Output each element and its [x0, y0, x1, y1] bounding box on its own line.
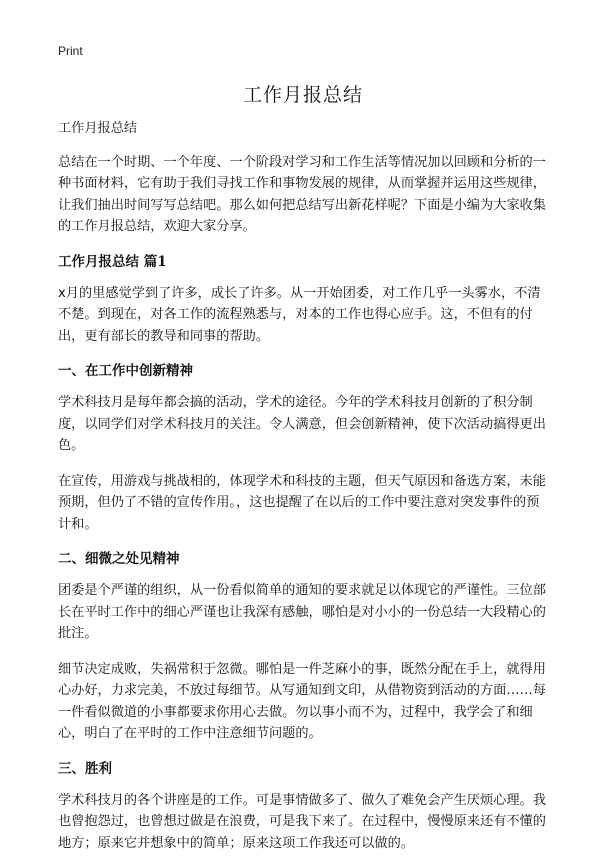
part-2-heading: 二、细微之处见精神	[58, 551, 180, 567]
print-label[interactable]: Print	[58, 44, 83, 58]
document-body	[58, 118, 548, 868]
part-1-heading: 一、在工作中创新精神	[58, 363, 193, 379]
part-1-paragraph-2: 在宣传，用游戏与挑战相的，体现学术和科技的主题，但天气原因和备选方案，未能预期，但仍了不错的宣传作用。，这也提醒了在以后的工作中要注意对突发事件的预计和。	[58, 473, 546, 532]
part-3-heading: 三、胜利	[58, 760, 112, 777]
document-title: 工作月报总结	[242, 84, 363, 106]
part-3-paragraph-1: 学术科技月的各个讲座是的工作。可是事情做多了、做久了难免会产生厌烦心理。我也曾抱怨过，也曾想过做是在浪费，可是我下来了。在过程中，慢慢原来还有不懂的地方；原来它并想象中的简单；原来这项工作我还可以做的。	[58, 792, 546, 851]
part-2-paragraph-1: 团委是个严谨的组织，从一份看似简单的通知的要求就足以体现它的严谨性。三位部长在平时工作中的细心严谨也让我深有感触，哪怕是对小小的一份总结一大段精心的批注。	[58, 583, 546, 641]
section-intro-paragraph: x月的里感觉学到了许多，成长了许多。从一开始团委，对工作几乎一头雾水，不清不楚。到现在，对各工作的流程熟悉与，对本的工作也得心应手。这，不但有的付出，更有部长的教导和同事的帮助。	[58, 285, 541, 344]
intro-paragraph: 总结在一个时期、一个年度、一个阶段对学习和工作生活等情况加以回顾和分析的一种书面材料，它有助于我们寻找工作和事物发展的规律，从而掌握并运用这些规律，让我们抽出时间写写总结吧。那么如何把总结写出新花样呢？下面是小编为大家收集的工作月报总结，欢迎大家分享。	[58, 154, 546, 234]
section-heading: 工作月报总结 篇1	[58, 253, 167, 270]
part-2-paragraph-2: 细节决定成败，失祸常积于忽微。哪怕是一件芝麻小的事，既然分配在手上，就得用心办好，力求完美，不放过每细节。从写通知到文印，从借物资到活动的方面……每一件看似微道的小事都要求你用心去做。勿以事小而不为，过程中，我学会了和细心，明白了在平时的工作中注意细节问题的。	[58, 661, 546, 741]
document-subtitle: 工作月报总结	[58, 121, 138, 136]
part-1-paragraph-1: 学术科技月是每年都会搞的活动，学术的途径。今年的学术科技月创新的了积分制度，以同学们对学术科技月的关注。令人满意，但会创新精神，使下次活动搞得更出色。	[58, 395, 546, 453]
